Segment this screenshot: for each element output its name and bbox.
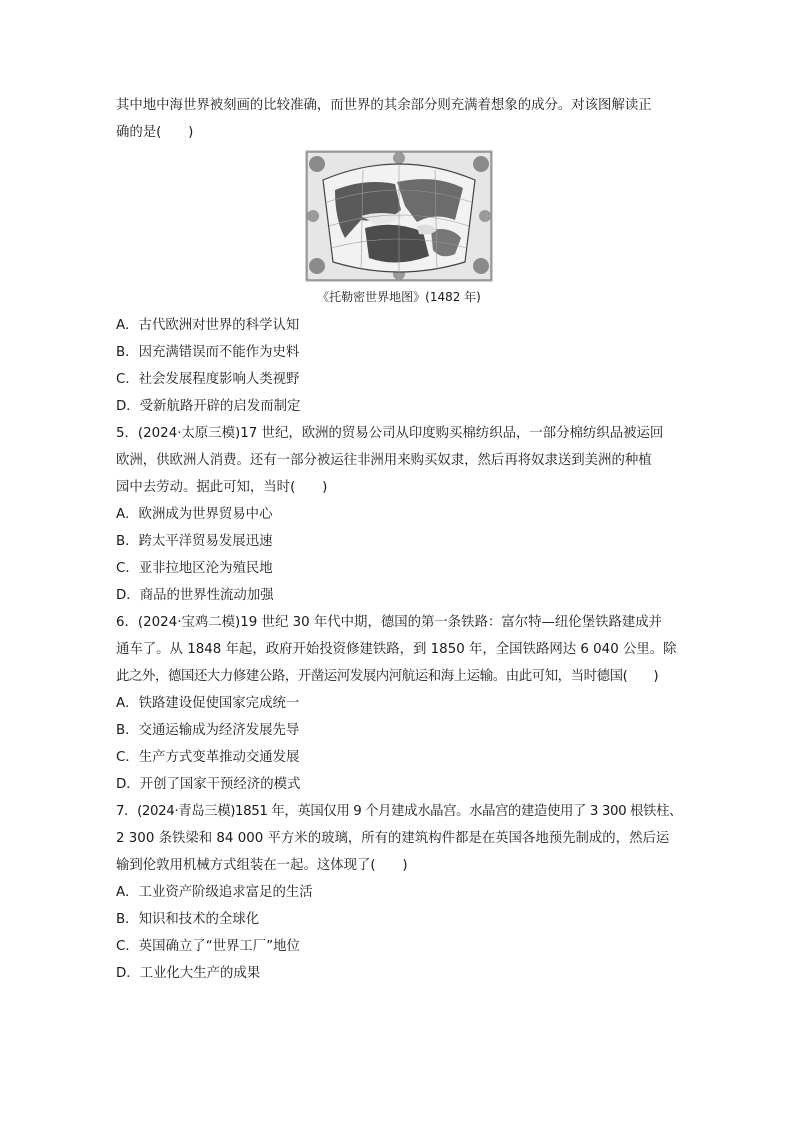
- question-6-option-b: B．交通运输成为经济发展先导: [116, 723, 300, 738]
- ptolemy-map-figure: [305, 150, 493, 282]
- question-7-option-b: B．知识和技术的全球化: [116, 912, 260, 927]
- question-6: [116, 609, 682, 798]
- question-5-option-d: D．商品的世界性流动加强: [116, 588, 274, 603]
- question-4-option-a: A．古代欧洲对世界的科学认知: [116, 318, 300, 333]
- question-4: [116, 92, 682, 420]
- question-5-stem-line-2: 欧洲，供欧洲人消费。还有一部分被运往非洲用来购买奴隶，然后再将奴隶送到美洲的种植: [116, 453, 652, 468]
- question-4-stem-line-1: 其中地中海世界被刻画的比较准确，而世界的其余部分则充满着想象的成分。对该图解读正: [116, 98, 652, 113]
- question-4-option-d: D．受新航路开辟的启发而制定: [116, 399, 301, 414]
- question-7-stem-line-3: 输到伦敦用机械方式组装在一起。这体现了( ): [116, 858, 408, 873]
- question-5-option-a: A．欧洲成为世界贸易中心: [116, 507, 273, 522]
- question-4-option-b: B．因充满错误而不能作为史料: [116, 345, 300, 360]
- question-6-option-d: D．开创了国家干预经济的模式: [116, 777, 301, 792]
- question-7-option-c: C．英国确立了“世界工厂”地位: [116, 939, 300, 954]
- ptolemy-map-image: [305, 150, 493, 282]
- question-5-option-b: B．跨太平洋贸易发展迅速: [116, 534, 273, 549]
- question-7-stem-line-2: 2 300 条铁梁和 84 000 平方米的玻璃，所有的建筑构件都是在英国各地预先制成的，然后运: [116, 831, 670, 846]
- question-6-option-c: C．生产方式变革推动交通发展: [116, 750, 300, 765]
- question-7-option-a: A．工业资产阶级追求富足的生活: [116, 885, 313, 900]
- question-4-stem-line-2: 确的是( ): [116, 125, 194, 140]
- question-5: [116, 420, 682, 609]
- question-4-option-c: C．社会发展程度影响人类视野: [116, 372, 300, 387]
- question-6-stem-line-2: 通车了。从 1848 年起，政府开始投资修建铁路，到 1850 年，全国铁路网达 6 040 公里。除: [116, 642, 677, 657]
- question-5-stem-line-1: 5．(2024·太原三模)17 世纪，欧洲的贸易公司从印度购买棉纺织品，一部分棉纺织品被运回: [116, 426, 664, 441]
- question-6-option-a: A．铁路建设促使国家完成统一: [116, 696, 300, 711]
- question-6-stem-line-3: 此之外，德国还大力修建公路，开凿运河发展内河航运和海上运输。由此可知，当时德国( ): [116, 669, 659, 684]
- figure-caption: 《托勒密世界地图》(1482 年): [317, 290, 481, 304]
- question-6-stem-line-1: 6．(2024·宝鸡二模)19 世纪 30 年代中期，德国的第一条铁路：富尔特—纽伦堡铁路建成并: [116, 615, 663, 630]
- document-page: [116, 92, 682, 987]
- question-7: [116, 798, 682, 987]
- question-5-option-c: C．亚非拉地区沦为殖民地: [116, 561, 273, 576]
- question-7-stem-line-1: 7．(2024·青岛三模)1851 年，英国仅用 9 个月建成水晶宫。水晶宫的建造使用了 3 300 根铁柱、: [116, 804, 683, 819]
- question-7-option-d: D．工业化大生产的成果: [116, 966, 261, 981]
- question-5-stem-line-3: 园中去劳动。据此可知，当时( ): [116, 480, 328, 495]
